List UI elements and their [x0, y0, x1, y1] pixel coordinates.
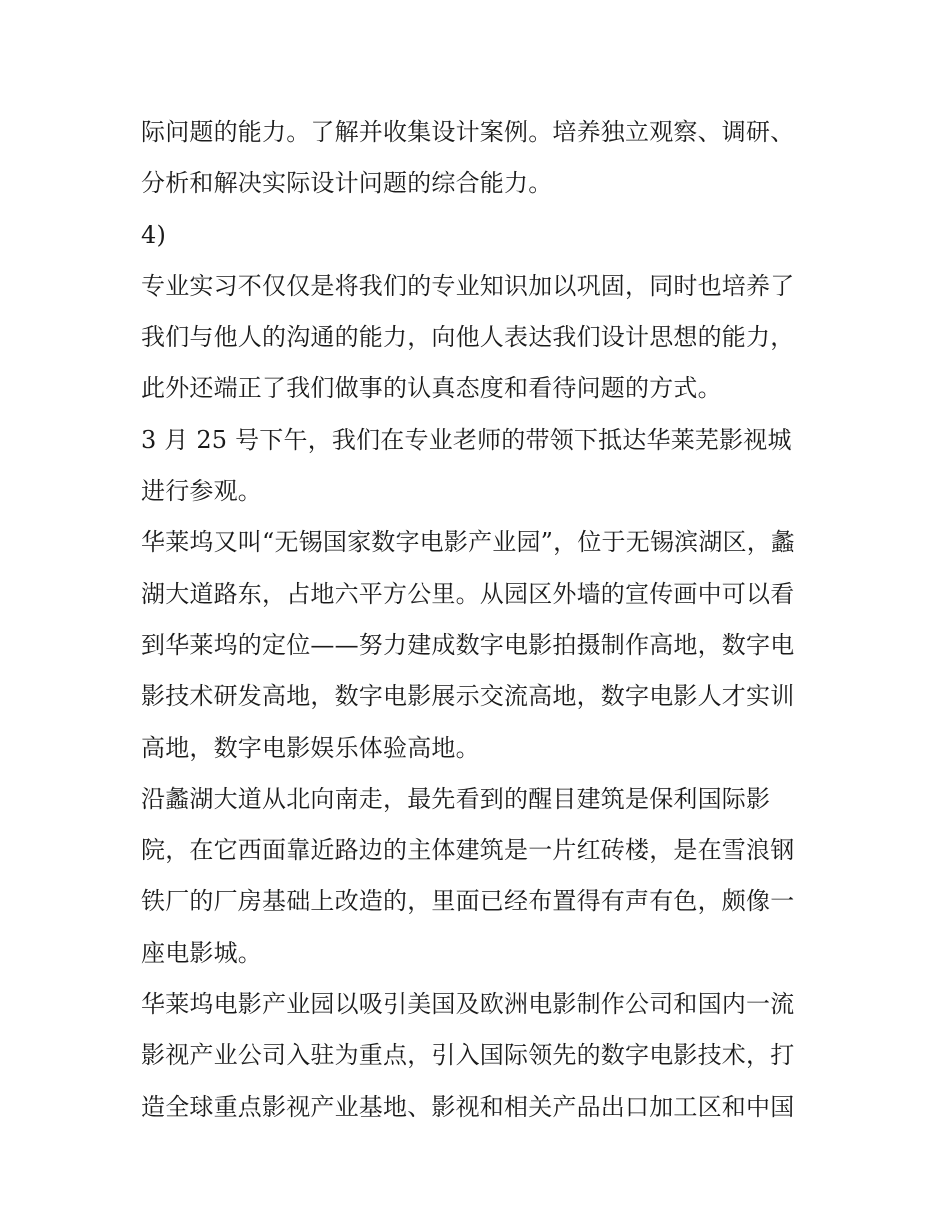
text-line: 际问题的能力。了解并收集设计案例。培养独立观察、调研、: [141, 118, 795, 146]
text-line: 专业实习不仅仅是将我们的专业知识加以巩固，同时也培养了: [141, 271, 795, 300]
text-line: 座电影城。: [141, 938, 262, 967]
text-line: 华莱坞又叫“无锡国家数字电影产业园”，位于无锡滨湖区，蠡: [141, 528, 796, 557]
text-line: 影视产业公司入驻为重点，引入国际领先的数字电影技术，打: [141, 1041, 795, 1070]
text-line: 造全球重点影视产业基地、影视和相关产品出口加工区和中国: [141, 1092, 795, 1121]
text-line: 高地，数字电影娱乐体验高地。: [141, 733, 480, 762]
text-line: 3 月 25 号下午，我们在专业老师的带领下抵达华莱芜影视城: [141, 425, 792, 454]
text-line: 我们与他人的沟通的能力，向他人表达我们设计思想的能力，: [141, 323, 795, 352]
text-line: 华莱坞电影产业园以吸引美国及欧洲电影制作公司和国内一流: [141, 990, 795, 1019]
text-line: 沿蠡湖大道从北向南走，最先看到的醒目建筑是保利国际影: [141, 784, 771, 813]
text-line: 铁厂的厂房基础上改造的，里面已经布置得有声有色，颇像一: [141, 887, 795, 916]
text-line: 进行参观。: [141, 477, 262, 506]
text-line: 分析和解决实际设计问题的综合能力。: [141, 169, 553, 198]
text-line: 影技术研发高地，数字电影展示交流高地，数字电影人才实训: [141, 682, 795, 711]
text-line: 院，在它西面靠近路边的主体建筑是一片红砖楼，是在雪浪钢: [141, 836, 795, 865]
section-number: 4): [141, 220, 167, 249]
text-line: 到华莱坞的定位——努力建成数字电影拍摄制作高地，数字电: [141, 630, 795, 659]
text-line: 此外还端正了我们做事的认真态度和看待问题的方式。: [141, 374, 722, 403]
text-line: 湖大道路东，占地六平方公里。从园区外墙的宣传画中可以看: [141, 579, 795, 608]
body-text: [141, 107, 813, 1133]
